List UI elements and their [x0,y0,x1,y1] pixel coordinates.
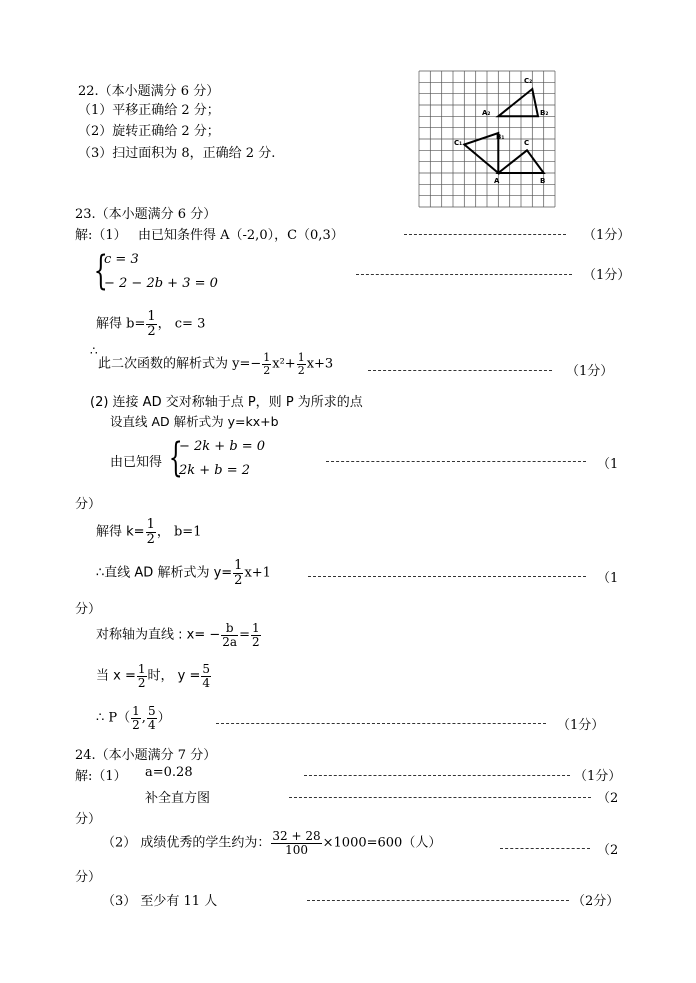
leader-line [304,775,570,776]
mark-close: 分） [75,870,102,885]
point-p: ∴ P（ $\frac{1}{2}$ , $\frac{5}{4}$ ） [96,704,171,732]
grid-figure [418,70,556,208]
q23-part2: (2) 连接 AD 交对称轴于点 P，则 P 为所求的点 [90,395,363,410]
system2-eq2: 2k + b = 2 [179,463,251,478]
leader-line [307,900,569,901]
when-x: 当 x = $\frac{1}{2}$ 时， y = $\frac{5}{4}$ [96,662,210,690]
mark-open: （1 [597,571,619,586]
q22-title: 22.（本小题满分 6 分） [78,84,220,99]
q24-part3: （3） 至少有 11 人 [102,894,218,909]
grid-lines [419,71,555,207]
label-c1: C₁ [454,139,463,147]
q23-jie: 解:（1） [75,228,127,243]
system1-eq2: − 2 − 2b + 3 = 0 [104,276,218,291]
q23-title: 23.（本小题满分 6 分） [75,207,217,222]
label-a2: A₂ [482,109,491,117]
mark-close: 分） [75,602,102,617]
therefore-symbol: ∴ [90,344,98,358]
leader-line [500,848,590,849]
mark-1: （1分） [583,268,631,283]
line-ad: ∴直线 AD 解析式为 y= $\frac{1}{2}$ x+1 [96,558,271,588]
label-c: C [524,139,530,147]
mark-open: （1 [597,457,619,472]
q23-step1: 由已知条件得 A（-2,0），C（0,3） [138,228,344,243]
mark-1: （1分） [557,718,605,733]
leader-line [216,723,546,724]
mark-1: （1分） [566,364,614,379]
mark-1: （1分） [583,228,631,243]
q24-part2: （2） 成绩优秀的学生约为： $\frac{32 + 28}{100}$ ×1000=600（人） [102,829,442,857]
leader-line [356,274,572,275]
q23-part2-line: 设直线 AD 解析式为 y=kx+b [110,414,279,429]
mark-1: （1分） [574,769,622,784]
label-a: A [494,177,500,185]
mark-close: 分） [75,812,102,827]
label-b1: B₁ [496,133,505,141]
leader-line [404,234,566,235]
system2-eq1: − 2k + b = 0 [179,439,266,454]
q24-a: a=0.28 [145,765,193,780]
brace: { [93,248,108,294]
brace: { [168,435,183,481]
q22-line1: （1）平移正确给 2 分； [78,103,220,118]
axis-of-symmetry: 对称轴为直线 : x= − $\frac{b}{2a}$ = $\frac{1}{2}$ [96,621,260,649]
q22-line2: （2）旋转正确给 2 分； [78,124,220,139]
q22-line3: （3）扫过面积为 8，正确给 2 分. [78,146,276,161]
mark-close: 分） [75,497,102,512]
system1-eq1: c = 3 [104,252,139,267]
label-b: B [540,177,546,185]
quadratic-expression: 此二次函数的解析式为 y=− $\frac{1}{2}$ x²+ $\frac{1}{2}$ x+3 [98,351,334,377]
solve2: 解得 k= $\frac{1}{2}$ ， b=1 [96,517,202,547]
leader-line [326,461,586,462]
leader-line [289,797,591,798]
mark-2: （2分） [572,894,620,909]
mark-open: （2 [597,843,619,858]
known-label: 由已知得 [110,455,163,470]
leader-line [368,370,552,371]
label-c2: C₂ [524,77,533,85]
solve1: 解得 b= $\frac{1}{2}$ ， c= 3 [96,309,206,339]
mark-open: （2 [597,791,619,806]
label-b2: B₂ [540,109,549,117]
leader-line [308,576,586,577]
q24-title: 24.（本小题满分 7 分） [75,748,217,763]
q24-histogram: 补全直方图 [145,791,211,806]
q24-jie: 解:（1） [75,769,127,784]
